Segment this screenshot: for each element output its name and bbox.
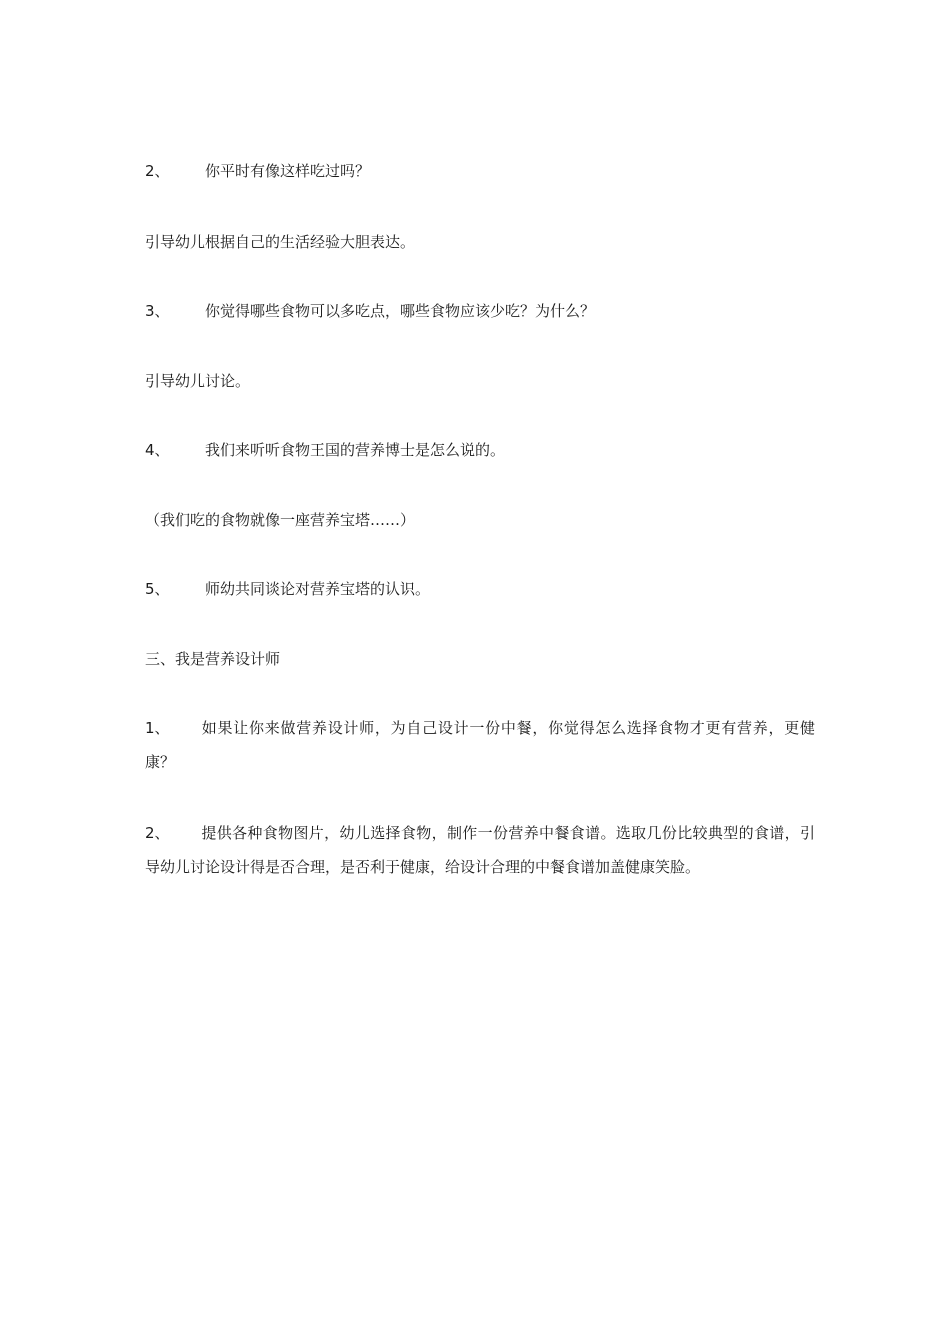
item-number: 5、	[145, 580, 170, 598]
question-2	[145, 161, 370, 181]
item-text: 引导幼儿根据自己的生活经验大胆表达。	[145, 233, 416, 251]
item-text: 提供各种食物图片，幼儿选择食物，制作一份营养中餐食谱。选取几份比较典型的食谱，引导幼儿讨论设计得是否合理，是否利于健康，给设计合理的中餐食谱加盖健康笑脸。	[145, 824, 815, 876]
item-text: 我们来听听食物王国的营养博士是怎么说的。	[205, 441, 506, 459]
question-3	[145, 301, 595, 321]
item-number: 3、	[145, 302, 170, 320]
item-text: 你平时有像这样吃过吗？	[205, 162, 371, 180]
design-question-1	[145, 711, 815, 779]
guidance-text	[145, 232, 415, 252]
guidance-text	[145, 371, 250, 391]
item-text: 师幼共同谈论对营养宝塔的认识。	[205, 580, 431, 598]
item-text: 你觉得哪些食物可以多吃点，哪些食物应该少吃？为什么？	[205, 302, 596, 320]
section-heading	[145, 649, 280, 669]
item-number: 4、	[145, 441, 170, 459]
item-number: 2、	[145, 824, 170, 842]
pyramid-note	[145, 510, 415, 530]
item-text: （我们吃的食物就像一座营养宝塔……）	[145, 511, 416, 529]
design-question-2	[145, 816, 815, 884]
item-number: 1、	[145, 719, 170, 737]
item-text: 如果让你来做营养设计师，为自己设计一份中餐，你觉得怎么选择食物才更有营养，更健康？	[145, 719, 815, 771]
section-title: 三、我是营养设计师	[145, 650, 281, 668]
question-4	[145, 440, 505, 460]
item-number: 2、	[145, 162, 170, 180]
item-text: 引导幼儿讨论。	[145, 372, 251, 390]
question-5	[145, 579, 430, 599]
